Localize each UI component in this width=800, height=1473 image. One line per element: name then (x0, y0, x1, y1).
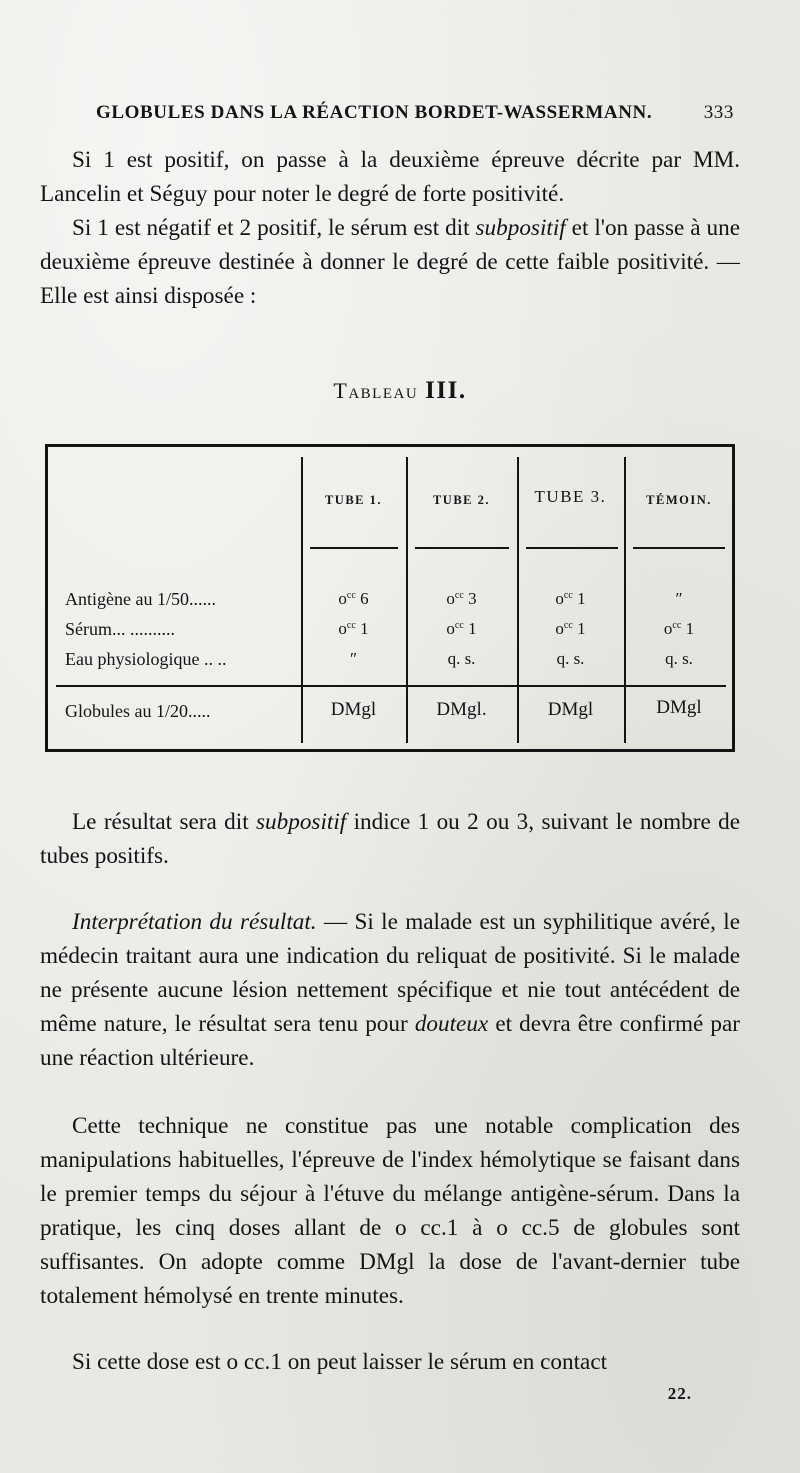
table-caption-word: Tableau (333, 378, 419, 403)
row-label-antigene: Antigène au 1/50...... (65, 589, 216, 609)
table-cell: DMgl (547, 699, 594, 720)
paragraph-4-text-b: et devra être confirmé par une réaction ultérieure. (40, 1011, 741, 1071)
header-temoin: TÉMOIN. (646, 493, 712, 507)
data-table (45, 444, 735, 752)
header-rule (633, 547, 725, 549)
table-cell: $o^{cc}$ 1 (446, 619, 477, 638)
table-cell: $o^{cc}$ 6 (338, 589, 369, 608)
running-title: GLOBULES DANS LA RÉACTION BORDET-WASSERMANN. (96, 102, 653, 123)
table-cell: DMgl (330, 699, 377, 720)
header-tube-2: TUBE 2. (432, 493, 491, 507)
table-cell: $o^{cc}$ 1 (338, 619, 369, 638)
paragraph-4-heading: Interprétation du résultat. (72, 909, 317, 935)
table-cell: $o^{cc}$ 1 (555, 619, 586, 638)
paragraph-3-text-a: Le résultat sera dit (72, 809, 257, 835)
page-number: 333 (703, 102, 734, 123)
table-cell: ″ (675, 589, 683, 608)
table-cell: q. s. (556, 649, 585, 668)
header-rule (415, 547, 509, 549)
paragraph-2-text-a: Si 1 est négatif et 2 positif, le sérum est dit (72, 215, 476, 241)
paragraph-4-text-a: — Si le malade est un syphilitique avéré, le médecin traitant aura une indication du reliquat de positivité. Si le malade ne présente aucune lésion nettement spécifique et nie tout antécédent de même nature, le résultat sera tenu pour (40, 909, 740, 1037)
paragraph-4 (40, 905, 740, 1075)
paragraph-2 (40, 211, 740, 313)
table-cell: DMgl. (436, 699, 487, 720)
table-cell: q. s. (447, 649, 476, 668)
paragraph-3 (40, 805, 740, 873)
paragraph-2-emphasis: subpositif (475, 215, 566, 241)
paragraph-5: Cette technique ne constitue pas une notable complication des manipulations habituelles, l'épreuve de l'index hémolytique se faisant dans le premier temps du séjour à l'étuve du mélange antigène-sérum. Dans la pratique, les cinq doses allant de o cc.1 à o cc.5 de globules sont suffisantes. On adopte comme DMgl la dose de l'avant-dernier tube totalement hémolysé en trente minutes. (40, 1113, 740, 1309)
row-label-globules: Globules au 1/20..... (65, 701, 211, 721)
row-separator (56, 685, 726, 687)
table-cell: $o^{cc}$ 3 (446, 589, 477, 608)
table-caption-number: III. (425, 377, 467, 404)
paragraph-4-emphasis: douteux (414, 1011, 489, 1037)
row-label-serum: Sérum... .......... (65, 619, 175, 639)
table-cell: $o^{cc}$ 1 (663, 619, 695, 638)
table-caption (0, 377, 800, 405)
paragraph-1: Si 1 est positif, on passe à la deuxième épreuve décrite par MM. Lancelin et Séguy pour noter le degré de forte positivité. (40, 147, 740, 207)
table-cell: DMgl (656, 697, 702, 718)
table-cell: ″ (349, 649, 358, 668)
header-tube-3: TUBE 3. (534, 487, 607, 506)
paragraph-3-emphasis: subpositif (256, 809, 347, 835)
running-header (96, 96, 736, 130)
header-rule (526, 547, 618, 549)
table-cell: $o^{cc}$ 1 (555, 589, 586, 608)
table-cell: q. s. (665, 649, 693, 668)
paragraph-6: Si cette dose est o cc.1 on peut laisser le sérum en contact (72, 1349, 608, 1375)
header-tube-1: TUBE 1. (324, 493, 383, 507)
row-label-eau: Eau physiologique .. .. (65, 649, 227, 669)
header-rule (310, 547, 398, 549)
paragraph-2-text-b: et l'on passe à une deuxième épreuve destinée à donner le degré de cette faible positivité. — Elle est ainsi disposée : (40, 215, 740, 309)
paragraph-3-text-b: indice 1 ou 2 ou 3, suivant le nombre de tubes positifs. (40, 809, 740, 869)
signature-mark: 22. (667, 1384, 692, 1403)
